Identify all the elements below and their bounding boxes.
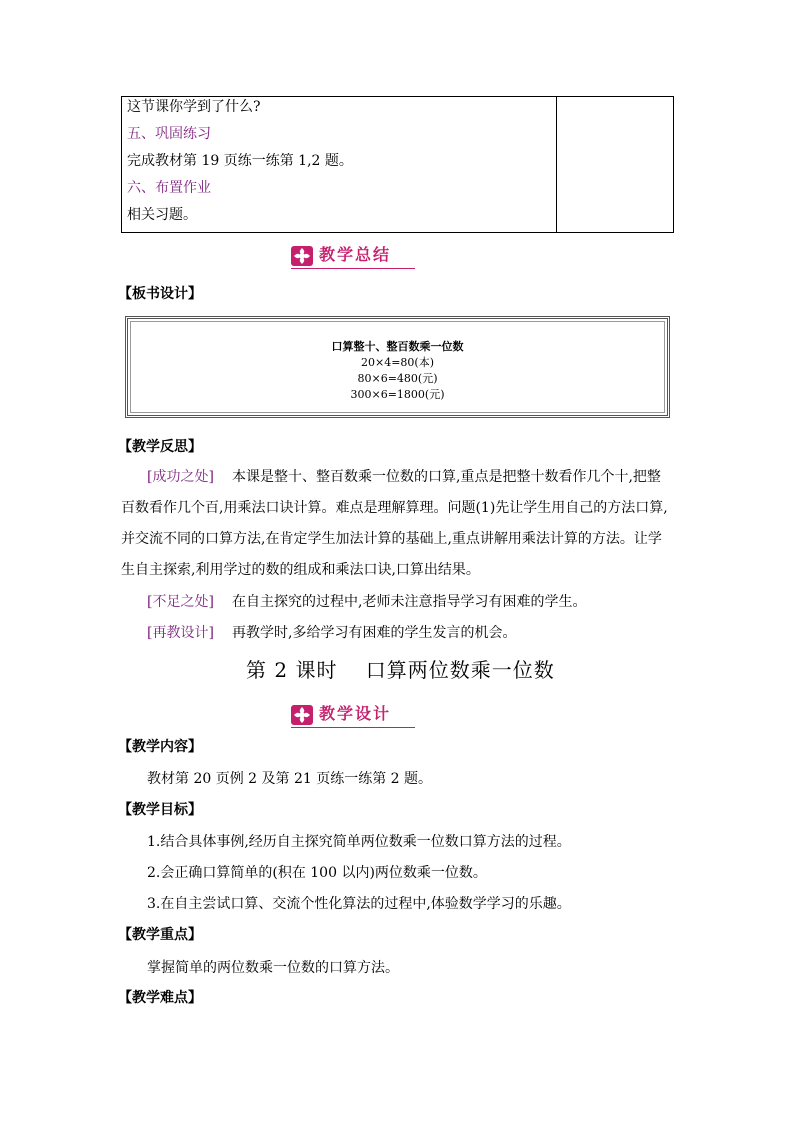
table-line-question: 这节课你学到了什么? — [127, 99, 261, 115]
heading-goals: 【教学目标】 — [118, 802, 202, 818]
goal-3: 3.在自主尝试口算、交流个性化算法的过程中,体验数学学习的乐趣。 — [147, 896, 571, 912]
section-heading-homework: 六、布置作业 — [127, 180, 211, 196]
top-table — [121, 96, 674, 233]
board-design-box — [125, 316, 670, 418]
heading-key-points: 【教学重点】 — [118, 927, 202, 943]
banner-label: 教学设计 — [319, 704, 392, 723]
flower-logo-icon — [291, 705, 313, 725]
heading-reflection: 【教学反思】 — [118, 439, 202, 455]
redesign-text: 再教学时,多给学习有困难的学生发言的机会。 — [232, 625, 517, 641]
heading-content: 【教学内容】 — [118, 739, 202, 755]
success-line-4: 生自主探索,利用学过的数的组成和乘法口诀,口算出结果。 — [121, 562, 480, 578]
table-line-exercise: 完成教材第 19 页练一练第 1,2 题。 — [127, 153, 353, 169]
board-inner-frame — [130, 321, 665, 413]
success-line-2: 百数看作几个百,用乘法口诀计算。难点是理解算理。问题(1)先让学生用自己的方法口算, — [121, 500, 668, 516]
table-line-homework: 相关习题。 — [127, 207, 197, 223]
tag-deficiency: [不足之处] — [147, 594, 214, 610]
flower-logo-icon — [291, 246, 313, 266]
banner-label: 教学总结 — [319, 245, 392, 264]
banner-teaching-design — [291, 703, 417, 727]
heading-board-design: 【板书设计】 — [118, 286, 202, 302]
deficiency-text: 在自主探究的过程中,老师未注意指导学习有困难的学生。 — [232, 594, 587, 610]
banner-underline — [291, 727, 415, 728]
content-text: 教材第 20 页例 2 及第 21 页练一练第 2 题。 — [147, 771, 433, 787]
banner-teaching-summary — [291, 244, 417, 268]
success-line-3: 并交流不同的口算方法,在肯定学生加法计算的基础上,重点讲解用乘法计算的方法。让学 — [121, 531, 662, 547]
section-heading-practice: 五、巩固练习 — [127, 126, 211, 142]
table-column-divider — [556, 97, 557, 232]
goal-2: 2.会正确口算简单的(积在 100 以内)两位数乘一位数。 — [147, 865, 487, 881]
key-points-text: 掌握简单的两位数乘一位数的口算方法。 — [147, 960, 399, 976]
goal-1: 1.结合具体事例,经历自主探究简单两位数乘一位数口算方法的过程。 — [147, 834, 571, 850]
board-equation-2: 80×6=480(元) — [357, 372, 438, 385]
banner-underline — [291, 268, 415, 269]
success-line-1: 本课是整十、整百数乘一位数的口算,重点是把整十数看作几个十,把整 — [232, 469, 661, 485]
board-title: 口算整十、整百数乘一位数 — [331, 340, 464, 353]
lesson-title: 第 2 课时 口算两位数乘一位数 — [246, 658, 555, 682]
tag-success: [成功之处] — [147, 469, 214, 485]
board-equation-3: 300×6=1800(元) — [350, 388, 445, 401]
heading-difficulty: 【教学难点】 — [118, 990, 202, 1006]
board-equation-1: 20×4=80(本) — [360, 356, 434, 369]
tag-redesign: [再教设计] — [147, 625, 214, 641]
